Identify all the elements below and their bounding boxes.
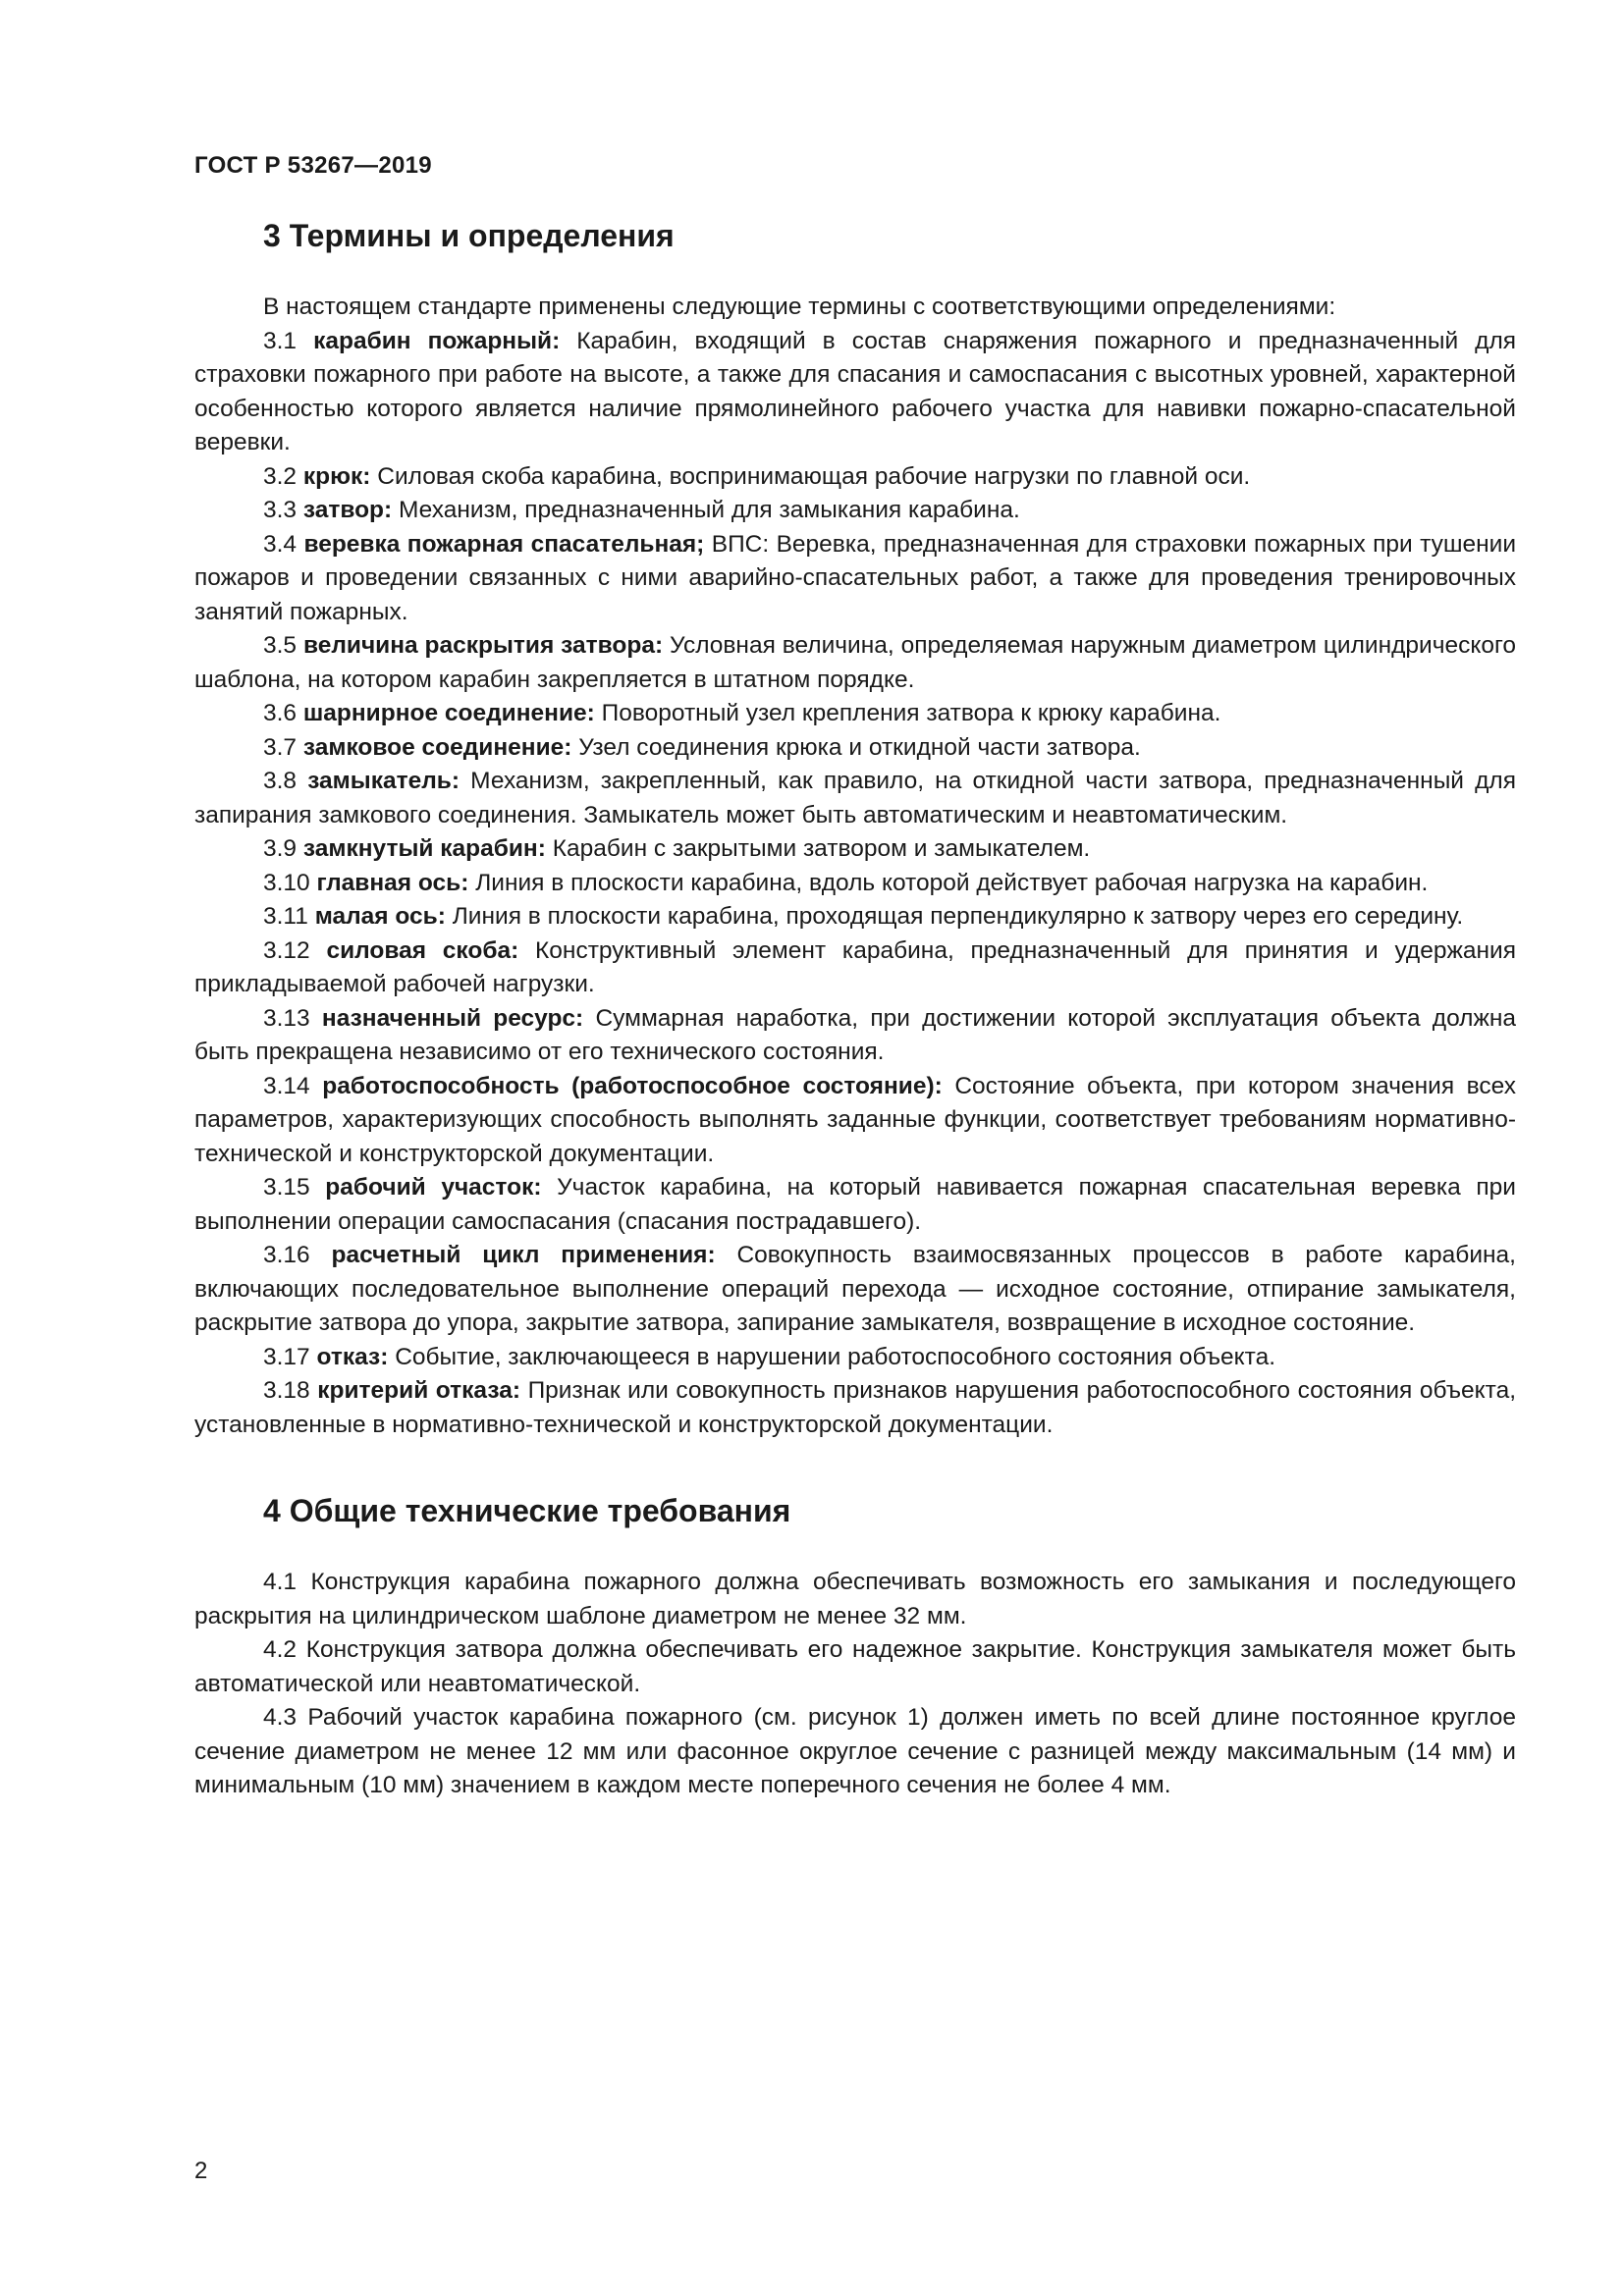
term-definition [194, 867, 1516, 901]
term-text: Поворотный узел крепления затвора к крюку карабина. [601, 700, 1221, 726]
term-text: Суммарная наработка, при достижении которой эксплуатация объекта должна быть прекращена независимо от его технического состояния. [194, 1004, 1517, 1065]
requirement-paragraph: 4.1 Конструкция карабина пожарного должна обеспечивать возможность его замыкания и последующего раскрытия на цилиндрическом шаблоне диаметром не менее 32 мм. [194, 1569, 1516, 1629]
term-text: Событие, заключающееся в нарушении работоспособного состояния объекта. [395, 1343, 1276, 1370]
term-text: Силовая скоба карабина, воспринимающая рабочие нагрузки по главной оси. [377, 462, 1251, 490]
term-number: 3.2 [263, 462, 298, 490]
term-text: Линия в плоскости карабина, проходящая перпендикулярно к затвору через его середину. [452, 903, 1464, 930]
term-definition [194, 697, 1516, 731]
term-definition [194, 1239, 1516, 1341]
term-text: ВПС: Веревка, предназначенная для страховки пожарных при тушении пожаров и проведении связанных с ними аварийно-спасательных работ, а также для проведения тренировочных занятий пожарных. [194, 530, 1516, 625]
term-definition [194, 1374, 1516, 1442]
term-definition [194, 1171, 1516, 1239]
term-text: Состояние объекта, при котором значения всех параметров, характеризующих способность выполнять заданные функции, соответствует требованиям нормативно-технической и конструкторской документации. [194, 1072, 1516, 1167]
term-name: рабочий участок: [325, 1174, 542, 1201]
term-number: 3.18 [263, 1377, 310, 1404]
term-name: карабин пожарный: [313, 327, 561, 354]
term-number: 3.6 [263, 700, 298, 726]
term-number: 3.14 [263, 1072, 310, 1099]
term-name: шарнирное соединение: [302, 700, 595, 726]
term-definition [194, 629, 1516, 697]
term-number: 3.9 [263, 835, 298, 862]
term-definition [194, 765, 1516, 832]
term-definition [194, 832, 1516, 867]
term-name: назначенный ресурс: [321, 1004, 584, 1032]
term-text: Участок карабина, на который навивается пожарная спасательная веревка при выполнении операции самоспасания (спасания пострадавшего). [194, 1174, 1516, 1235]
page-number: 2 [194, 2158, 208, 2184]
requirement-paragraph: 4.2 Конструкция затвора должна обеспечивать его надежное закрытие. Конструкция замыкателя может быть автоматической или неавтоматической. [194, 1636, 1516, 1697]
term-name: работоспособность (работоспособное состояние): [322, 1072, 943, 1099]
section-3-intro: В настоящем стандарте применены следующие термины с соответствующими определениями: [263, 294, 1336, 320]
term-definition [194, 494, 1516, 528]
term-definition [194, 1002, 1516, 1070]
term-name: замкнутый карабин: [302, 835, 546, 862]
term-number: 3.5 [263, 632, 298, 659]
term-number: 3.15 [263, 1174, 310, 1201]
requirement-paragraph: 4.3 Рабочий участок карабина пожарного (см. рисунок 1) должен иметь по всей длине постоянное круглое сечение диаметром не менее 12 мм или фасонное округлое сечение с разницей между максимальным (14 мм) и минимальным (10 мм) значением в каждом месте поперечного сечения не более 4 мм. [194, 1704, 1516, 1798]
term-definition [194, 528, 1516, 630]
term-name: малая ось: [314, 903, 446, 930]
term-text: Механизм, закрепленный, как правило, на откидной части затвора, предназначенный для запирания замкового соединения. Замыкатель может быть автоматическим и неавтоматическим. [194, 768, 1516, 828]
term-definition [194, 1070, 1516, 1172]
term-name: замыкатель: [307, 768, 460, 794]
terms-list [194, 325, 1516, 1443]
term-number: 3.3 [263, 497, 298, 523]
term-name: силовая скоба: [326, 936, 519, 964]
requirements-list [194, 1566, 1516, 1803]
term-text: Карабин, входящий в состав снаряжения пожарного и предназначенный для страховки пожарного при работе на высоте, а также для спасания и самоспасания с высотных уровней, характерной особенностью которого является наличие прямолинейного рабочего участка для навивки пожарно-спасательной веревки. [194, 327, 1517, 455]
term-number: 3.13 [263, 1004, 310, 1032]
section-3-title: 3 Термины и определения [263, 218, 675, 253]
term-number: 3.8 [263, 768, 298, 794]
term-text: Карабин с закрытыми затвором и замыкателем. [552, 835, 1091, 862]
term-name: отказ: [316, 1343, 389, 1370]
term-number: 3.1 [263, 327, 298, 354]
term-name: замковое соединение: [302, 733, 572, 761]
term-name: критерий отказа: [317, 1377, 520, 1404]
term-text: Конструктивный элемент карабина, предназначенный для принятия и удержания прикладываемой рабочей нагрузки. [194, 936, 1516, 997]
term-name: затвор: [302, 497, 393, 523]
term-text: Признак или совокупность признаков нарушения работоспособного состояния объекта, установленные в нормативно-технической и конструкторской документации. [194, 1377, 1517, 1438]
term-number: 3.10 [263, 869, 310, 896]
term-definition [194, 460, 1516, 495]
term-number: 3.12 [263, 936, 310, 964]
document-body [194, 216, 1516, 1803]
term-number: 3.17 [263, 1343, 310, 1370]
term-text: Линия в плоскости карабина, вдоль которой действует рабочая нагрузка на карабин. [475, 869, 1429, 896]
term-name: величина раскрытия затвора: [302, 632, 664, 659]
term-text: Механизм, предназначенный для замыкания карабина. [399, 497, 1020, 523]
term-number: 3.11 [263, 903, 308, 930]
term-definition [194, 325, 1516, 460]
term-number: 3.7 [263, 733, 298, 761]
term-definition [194, 731, 1516, 766]
section-4-title: 4 Общие технические требования [263, 1493, 791, 1528]
term-text: Условная величина, определяемая наружным диаметром цилиндрического шаблона, на котором карабин закрепляется в штатном порядке. [194, 632, 1517, 693]
term-name: главная ось: [316, 869, 469, 896]
term-name: крюк: [302, 462, 371, 490]
term-number: 3.4 [263, 530, 298, 558]
term-definition [194, 1341, 1516, 1375]
term-definition [194, 900, 1516, 934]
term-name: расчетный цикл применения: [331, 1242, 716, 1268]
term-text: Совокупность взаимосвязанных процессов в работе карабина, включающих последовательное выполнение операций перехода — исходное состояние, отпирание замыкателя, раскрытие затвора до упора, закрытие затвора, запирание замыкателя, возвращение в исходное состояние. [194, 1242, 1516, 1336]
term-name: веревка пожарная спасательная; [303, 530, 705, 558]
document-header-code: ГОСТ Р 53267—2019 [194, 152, 432, 179]
term-number: 3.16 [263, 1242, 310, 1268]
term-text: Узел соединения крюка и откидной части затвора. [578, 733, 1141, 761]
term-definition [194, 934, 1516, 1002]
